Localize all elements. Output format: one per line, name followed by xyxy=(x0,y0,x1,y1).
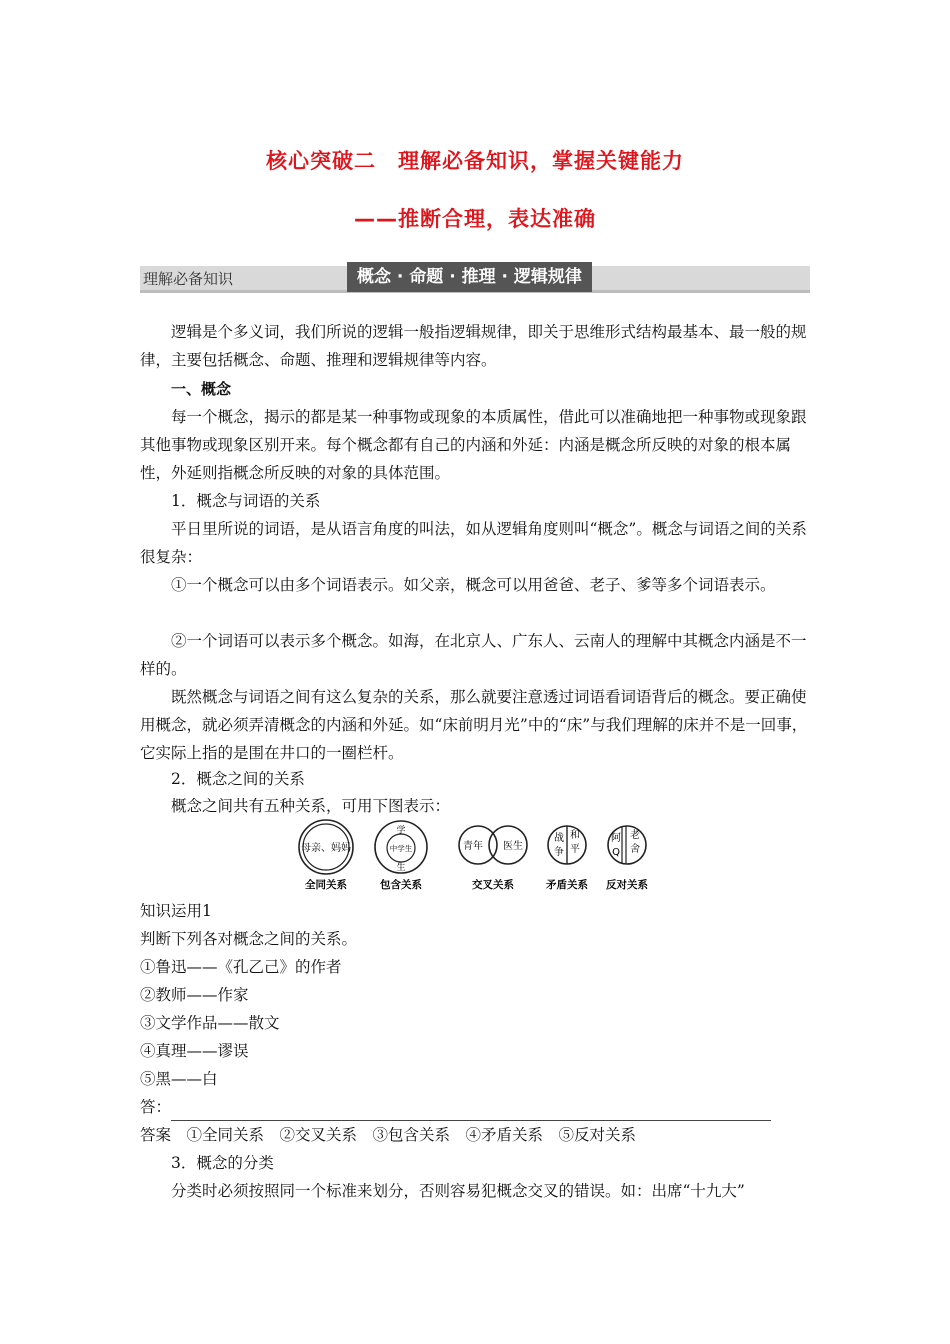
sub1-paragraph: 平日里所说的词语，是从语言角度的叫法，如从逻辑角度则叫“概念”。概念与词语之间的关系很复杂： xyxy=(140,520,807,566)
svg-text:争: 争 xyxy=(554,847,564,858)
section-bar-label: 理解必备知识 xyxy=(143,270,234,288)
svg-text:交叉关系: 交叉关系 xyxy=(472,879,514,891)
answer-label: 答： xyxy=(140,1098,172,1116)
intro-paragraph: 逻辑是个多义词，我们所说的逻辑一般指逻辑规律，即关于思维形式结构最基本、最一般的规律，主要包括概念、命题、推理和逻辑规律等内容。 xyxy=(140,323,807,369)
subheading-2: 2．概念之间的关系 xyxy=(171,770,305,788)
sub3-paragraph: 分类时必须按照同一个标准来划分，否则容易犯概念交叉的错误。如：出席“十九大” xyxy=(171,1182,745,1200)
svg-text:母亲、妈妈: 母亲、妈妈 xyxy=(301,843,351,854)
answer-blank-row xyxy=(140,1093,812,1121)
svg-text:平: 平 xyxy=(570,844,580,855)
svg-text:学: 学 xyxy=(396,826,406,836)
svg-text:医生: 医生 xyxy=(503,841,523,852)
exercise-item: ④真理——谬误 xyxy=(140,1042,249,1060)
sub2-paragraph: 概念之间共有五种关系，可用下图表示： xyxy=(171,797,451,815)
exercise-prompt: 判断下列各对概念之间的关系。 xyxy=(140,930,358,948)
exercise-item: ⑤黑——白 xyxy=(140,1070,218,1088)
svg-text:青年: 青年 xyxy=(463,841,483,852)
concept-relations-diagram xyxy=(290,818,670,898)
point-2: ②一个词语可以表示多个概念。如海，在北京人、广东人、云南人的理解中其概念内涵是不一样的。 xyxy=(140,632,807,678)
svg-text:阿: 阿 xyxy=(611,833,621,844)
identity-relation xyxy=(299,820,353,891)
svg-text:老: 老 xyxy=(630,830,640,841)
svg-text:矛盾关系: 矛盾关系 xyxy=(546,879,588,891)
exercise-title: 知识运用1 xyxy=(140,902,212,920)
heading-concept: 一、概念 xyxy=(171,380,232,398)
page-title: 核心突破二 理解必备知识，掌握关键能力 xyxy=(266,149,684,173)
page-subtitle: ——推断合理，表达准确 xyxy=(354,207,596,231)
inclusion-relation xyxy=(375,821,427,891)
answer-text: 答案 ①全同关系 ②交叉关系 ③包含关系 ④矛盾关系 ⑤反对关系 xyxy=(140,1126,637,1144)
exercise-item: ①鲁迅——《孔乙己》的作者 xyxy=(140,958,342,976)
svg-text:舍: 舍 xyxy=(630,844,640,855)
exercise-item: ③文学作品——散文 xyxy=(140,1014,280,1032)
svg-text:Q: Q xyxy=(612,847,620,858)
since-paragraph: 既然概念与词语之间有这么复杂的关系，那么就要注意透过词语看词语背后的概念。要正确使用概念，就必须弄清概念的内涵和外延。如“床前明月光”中的“床”与我们理解的床并不是一回事，它实际上指的是围在井口的一圈栏杆。 xyxy=(140,688,808,762)
svg-text:全同关系: 全同关系 xyxy=(305,879,347,891)
svg-text:中学生: 中学生 xyxy=(389,844,413,853)
svg-text:反对关系: 反对关系 xyxy=(606,879,648,891)
contradiction-relation xyxy=(546,826,588,891)
contrary-relation xyxy=(606,826,648,891)
svg-text:和: 和 xyxy=(570,830,580,841)
exercise-item: ②教师——作家 xyxy=(140,986,249,1004)
subheading-1: 1．概念与词语的关系 xyxy=(171,492,321,510)
point-1: ①一个概念可以由多个词语表示。如父亲，概念可以用爸爸、老子、爹等多个词语表示。 xyxy=(171,576,776,594)
section-bar-tag: 概念 · 命题 · 推理 · 逻辑规律 xyxy=(347,262,592,292)
intersection-relation xyxy=(459,826,527,891)
answer-blank-line[interactable] xyxy=(171,1102,771,1121)
svg-text:生: 生 xyxy=(396,863,406,873)
concept-paragraph: 每一个概念，揭示的都是某一种事物或现象的本质属性，借此可以准确地把一种事物或现象跟其他事物或现象区别开来。每个概念都有自己的内涵和外延：内涵是概念所反映的对象的根本属性，外延则指概念所反映的对象的具体范围。 xyxy=(140,408,807,482)
subheading-3: 3．概念的分类 xyxy=(171,1154,274,1172)
svg-text:战: 战 xyxy=(554,833,564,844)
svg-text:包含关系: 包含关系 xyxy=(380,879,422,891)
section-bar xyxy=(140,266,810,293)
